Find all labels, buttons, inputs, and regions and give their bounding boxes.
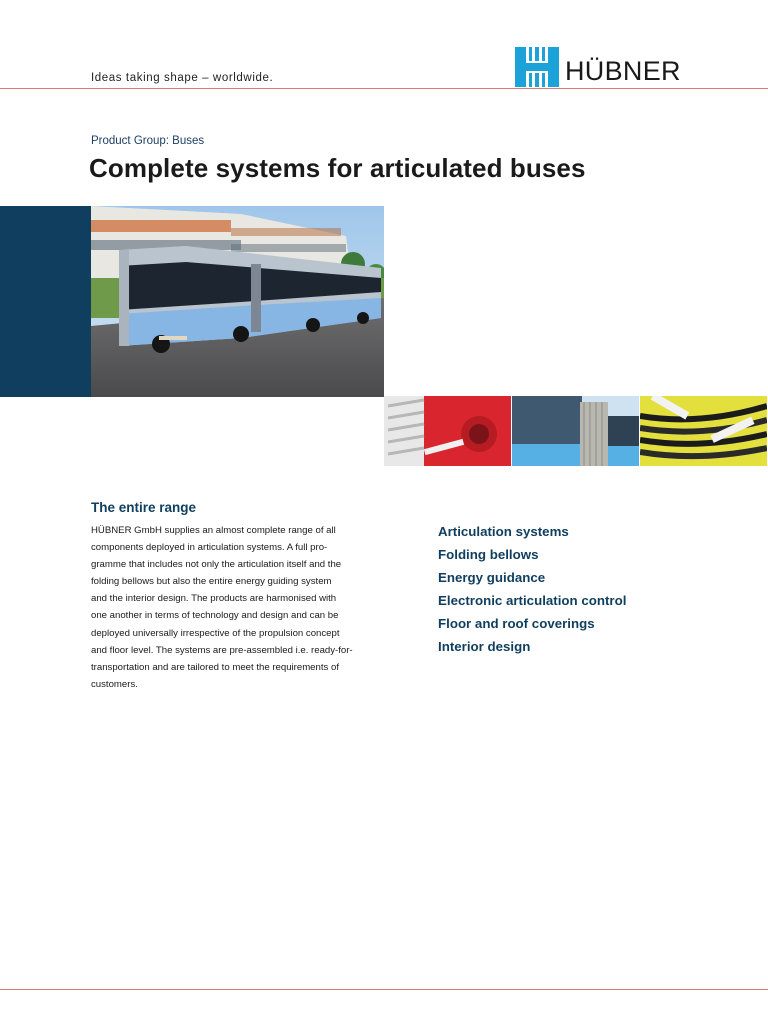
section-heading: The entire range: [91, 500, 197, 515]
paragraph-line: and floor level. The systems are pre-assembled i.e. ready-for-: [91, 644, 353, 656]
accent-block: [0, 206, 91, 397]
range-item-electronic-articulation-control: Electronic articulation control: [438, 593, 627, 608]
paragraph-line: folding bellows but also the entire energy guiding system: [91, 576, 332, 588]
paragraph-line: one another in terms of technology and design and can be: [91, 610, 339, 622]
paragraph-line: components deployed in articulation systems. A full pro-: [91, 542, 328, 554]
range-item-interior-design: Interior design: [438, 639, 531, 654]
paragraph-line: gramme that includes not only the articulation itself and the: [91, 559, 342, 571]
logo-wordmark: HÜBNER: [565, 55, 681, 86]
page-title: Complete systems for articulated buses: [89, 153, 586, 183]
energy-cable-guidance-photo: [640, 396, 767, 466]
product-group-label: Product Group: Buses: [91, 135, 205, 147]
huebner-logo: [515, 47, 681, 87]
range-item-energy-guidance: Energy guidance: [438, 570, 546, 585]
huebner-logo-icon: [515, 47, 559, 87]
red-articulation-joint-photo: [384, 396, 511, 466]
paragraph-line: customers.: [91, 678, 138, 690]
range-item-floor-roof-coverings: Floor and roof coverings: [438, 616, 595, 631]
tagline: Ideas taking shape – worldwide.: [91, 72, 274, 84]
product-range-list: [438, 520, 626, 658]
paragraph-line: HÜBNER GmbH supplies an almost complete range of all: [91, 525, 336, 536]
articulated-bus-photo: [91, 206, 384, 397]
paragraph-line: transportation and are tailored to meet the requirements of: [91, 661, 339, 673]
paragraph-line: deployed universally irrespective of the propulsion concept: [91, 627, 340, 639]
footer-divider: [0, 989, 768, 990]
section-paragraph: [91, 522, 381, 693]
paragraph-line: and the interior design. The products are harmonised with: [91, 593, 337, 605]
bus-folding-bellows-photo: [512, 396, 639, 466]
range-item-articulation-systems: Articulation systems: [438, 524, 569, 539]
range-item-folding-bellows: Folding bellows: [438, 547, 539, 562]
header-divider: [0, 88, 768, 89]
